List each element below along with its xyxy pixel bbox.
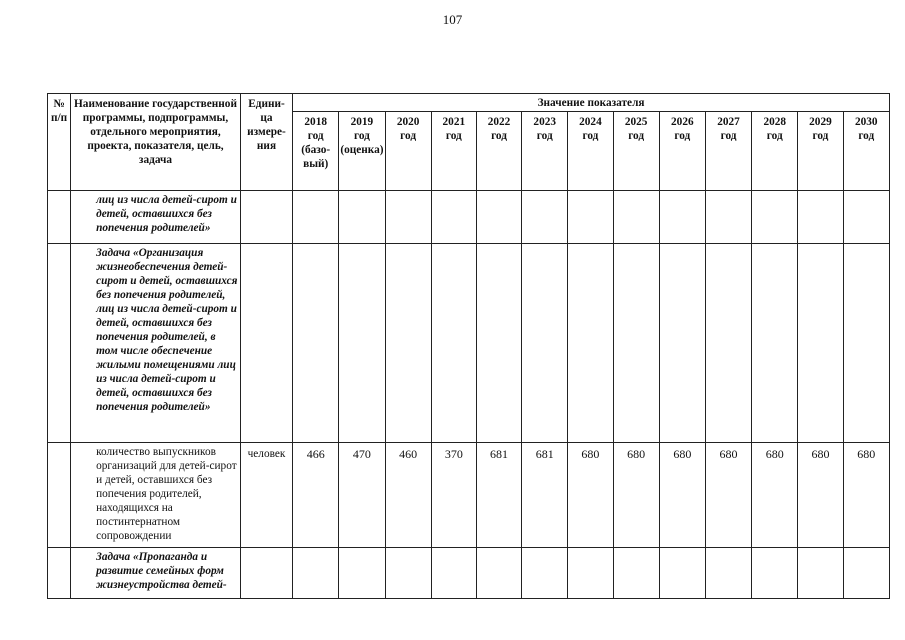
table-row [48, 191, 890, 244]
value-cell: 466 [293, 443, 339, 548]
header-year-2023 [522, 112, 568, 191]
year-label: 2029 [809, 116, 832, 128]
value-cell [843, 548, 889, 599]
header-year-2026 [659, 112, 705, 191]
year-word: год [858, 130, 875, 142]
value-cell [613, 548, 659, 599]
value-cell [522, 548, 568, 599]
value-cell [339, 548, 385, 599]
value-cell [522, 191, 568, 244]
year-word: год [400, 130, 417, 142]
value-cell: 680 [843, 443, 889, 548]
year-word: год [582, 130, 599, 142]
year-note: (базо- вый) [301, 144, 331, 170]
value-cell [752, 244, 798, 443]
header-year-2022 [476, 112, 521, 191]
row-unit [240, 244, 292, 443]
value-cell: 680 [705, 443, 751, 548]
year-label: 2025 [624, 116, 648, 128]
year-word: год [445, 130, 462, 142]
year-label: 2030 [854, 116, 878, 128]
year-word: год [307, 130, 324, 142]
year-note: (оценка) [340, 144, 384, 156]
value-cell [385, 548, 431, 599]
header-year-2019 [339, 112, 385, 191]
header-unit: Едини- ца измере- ния [240, 94, 292, 191]
year-label: 2019 [350, 116, 374, 128]
value-cell [798, 244, 843, 443]
header-year-2030 [843, 112, 889, 191]
year-word: год [491, 130, 507, 142]
year-label: 2027 [717, 116, 740, 128]
year-label: 2018 [304, 116, 327, 128]
value-cell [659, 191, 705, 244]
value-cell: 370 [431, 443, 476, 548]
value-cell [843, 244, 889, 443]
header-name: Наименование государственной программы, подпрограммы, отдельного мероприятия, проекта, показателя, цель, задача [71, 94, 241, 191]
year-word: год [766, 130, 783, 142]
value-cell: 680 [659, 443, 705, 548]
value-cell [293, 548, 339, 599]
value-cell: 680 [613, 443, 659, 548]
value-cell [431, 191, 476, 244]
value-cell [385, 191, 431, 244]
header-year-2020 [385, 112, 431, 191]
header-year-2018 [293, 112, 339, 191]
value-cell [843, 191, 889, 244]
value-cell [431, 244, 476, 443]
value-cell [613, 244, 659, 443]
page-number: 107 [442, 12, 463, 27]
row-number [48, 191, 71, 244]
row-number [48, 443, 71, 548]
header-number: № п/п [48, 94, 71, 191]
value-cell: 680 [568, 443, 613, 548]
row-number [48, 244, 71, 443]
value-cell: 460 [385, 443, 431, 548]
value-cell [568, 244, 613, 443]
value-cell [613, 191, 659, 244]
value-cell [431, 548, 476, 599]
year-label: 2023 [533, 116, 557, 128]
value-cell [522, 244, 568, 443]
row-unit [240, 191, 292, 244]
header-row-top [48, 94, 890, 112]
header-year-2028 [752, 112, 798, 191]
value-cell [339, 244, 385, 443]
value-cell [705, 548, 751, 599]
value-cell [293, 244, 339, 443]
value-cell: 681 [522, 443, 568, 548]
row-unit: человек [240, 443, 292, 548]
header-year-2021 [431, 112, 476, 191]
value-cell [659, 548, 705, 599]
value-cell [293, 191, 339, 244]
value-cell [659, 244, 705, 443]
year-word: год [812, 130, 829, 142]
header-year-2025 [613, 112, 659, 191]
table-row [48, 244, 890, 443]
value-cell [752, 191, 798, 244]
year-word: год [720, 130, 737, 142]
table-row [48, 548, 890, 599]
row-number [48, 548, 71, 599]
year-label: 2028 [763, 116, 787, 128]
row-name: Задача «Организация жизнеобеспечения детей-сирот и детей, оставшихся без попечения родителей, лиц из числа детей-сирот и детей, оставшихся без попечения родителей, в том числе обеспечение жилыми помещениями лиц из числа детей-сирот и детей, оставшихся без попечения родителей» [71, 244, 241, 443]
value-cell: 470 [339, 443, 385, 548]
value-cell [385, 244, 431, 443]
header-year-2024 [568, 112, 613, 191]
year-label: 2024 [579, 116, 602, 128]
row-name: количество выпускников организаций для детей-сирот и детей, оставшихся без попечения родителей, находящихся на постинтернатном сопровождении [71, 443, 241, 548]
header-year-2029 [798, 112, 843, 191]
year-label: 2020 [396, 116, 420, 128]
header-year-2027 [705, 112, 751, 191]
value-cell [568, 548, 613, 599]
value-cell [476, 191, 521, 244]
table-row [48, 443, 890, 548]
value-cell: 680 [798, 443, 843, 548]
value-cell: 680 [752, 443, 798, 548]
row-name: Задача «Пропаганда и развитие семейных форм жизнеустройства детей- [71, 548, 241, 599]
year-word: год [628, 130, 645, 142]
indicator-table [47, 93, 890, 599]
year-word: год [674, 130, 691, 142]
value-cell [568, 191, 613, 244]
value-cell [476, 548, 521, 599]
value-cell [476, 244, 521, 443]
year-word: год [353, 130, 370, 142]
year-label: 2021 [442, 116, 466, 128]
row-unit [240, 548, 292, 599]
value-cell [705, 244, 751, 443]
row-name: лиц из числа детей-сирот и детей, оставшихся без попечения родителей» [71, 191, 241, 244]
year-word: год [536, 130, 553, 142]
value-cell: 681 [476, 443, 521, 548]
header-values: Значение показателя [293, 94, 890, 112]
value-cell [705, 191, 751, 244]
value-cell [339, 191, 385, 244]
year-label: 2022 [487, 116, 511, 128]
value-cell [798, 191, 843, 244]
value-cell [752, 548, 798, 599]
value-cell [798, 548, 843, 599]
year-label: 2026 [671, 116, 694, 128]
